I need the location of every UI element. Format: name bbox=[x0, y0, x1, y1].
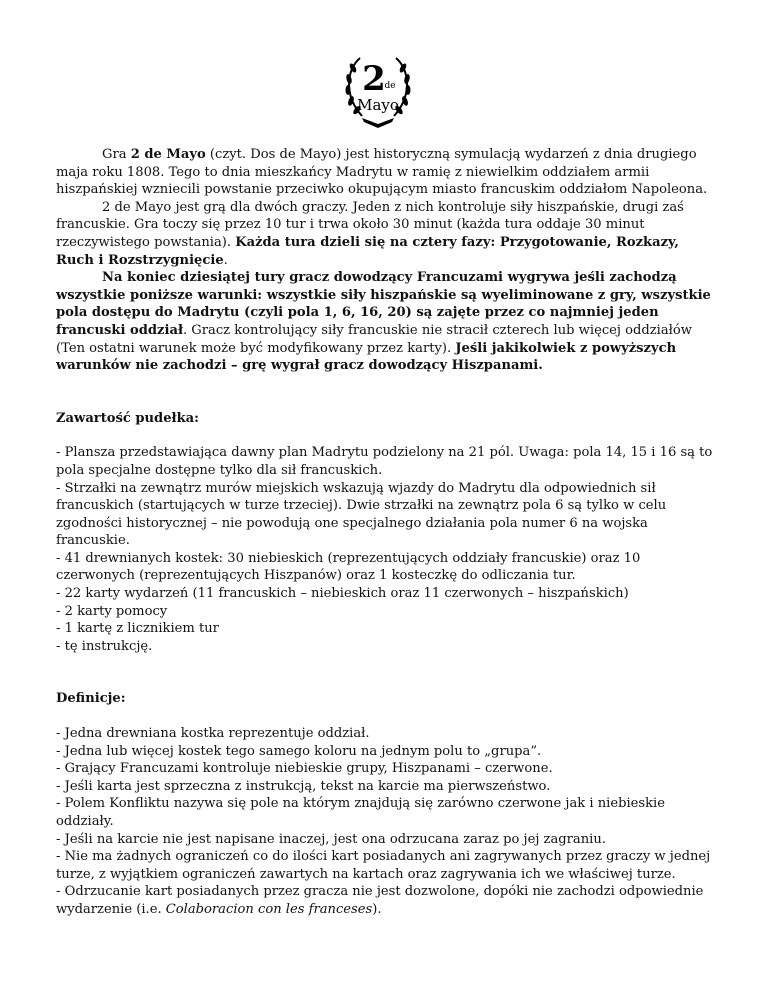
list-item: - Jeśli na karcie nie jest napisane inaczej, jest ona odrzucana zaraz po jej zagraniu. bbox=[56, 831, 606, 847]
logo-mayo: Mayo bbox=[357, 96, 399, 114]
list-item: - tę instrukcję. bbox=[56, 638, 153, 654]
list-item: - 1 kartę z licznikiem tur bbox=[56, 621, 219, 637]
list-item: - 41 drewnianych kostek: 30 niebieskich (reprezentujących oddziały francuskie) oraz 10 czerwonych (reprezentujących Hiszpanów) oraz 1 kosteczkę do odliczania tur. bbox=[56, 550, 641, 584]
logo-de: de bbox=[384, 81, 396, 91]
list-item: - Polem Konfliktu nazywa się pole na którym znajdują się zarówno czerwone jak i niebieskie oddziały. bbox=[56, 796, 665, 829]
list-item: - Jedna drewniana kostka reprezentuje oddział. bbox=[56, 726, 370, 742]
intro-paragraph-2: 2 de Mayo jest grą dla dwóch graczy. Jeden z nich kontroluje siły hiszpańskie, drugi zaś francuskie. Gra toczy się przez 10 tur i trwa około 30 minut (każda tura oddaje 30 minut rzeczywistego powstania). Każda tura dzieli się na cztery fazy: Przygotowanie, Rozkazy, Ruch i Rozstrzygnięcie. bbox=[56, 199, 684, 268]
list-item: - Jedna lub więcej kostek tego samego koloru na jednym polu to „grupa”. bbox=[56, 743, 542, 759]
logo-2-de-mayo bbox=[340, 52, 416, 128]
intro-paragraph-3: Na koniec dziesiątej tury gracz dowodzący Francuzami wygrywa jeśli zachodzą wszystkie poniższe warunki: wszystkie siły hiszpańskie są wyeliminowane z gry, wszystkie pola dostępu do Madrytu (czyli pola 1, 6, 16, 20) są zajęte przez co najmniej jeden francuski oddział. Gracz kontrolujący siły francuskie nie stracił czterech lub więcej oddziałów (Ten ostatni warunek może być modyfikowany przez karty). Jeśli jakikolwiek z powyższych warunków nie zachodzi – grę wygrał gracz dowodzący Hiszpanami. bbox=[56, 270, 711, 374]
list-item: - 2 karty pomocy bbox=[56, 603, 168, 619]
list-item: - Odrzucanie kart posiadanych przez gracza nie jest dozwolone, dopóki nie zachodzi odpowiednie wydarzenie (i.e. Colaboracion con les franceses). bbox=[56, 884, 704, 917]
list-item: - Jeśli karta jest sprzeczna z instrukcją, tekst na karcie ma pierwszeństwo. bbox=[56, 778, 551, 794]
document-body bbox=[56, 146, 720, 919]
logo-number: 2 bbox=[362, 59, 386, 99]
list-item: - Strzałki na zewnątrz murów miejskich wskazują wjazdy do Madrytu dla odpowiednich sił francuskich (startujących w turze trzeciej). Dwie strzałki na zewnątrz pola 6 są tylko w celu zgodności historycznej – nie powodują one specjalnego działania pola numer 6 na wojska francuskie. bbox=[56, 480, 667, 549]
contents-list bbox=[56, 444, 720, 655]
intro-paragraph-1: Gra 2 de Mayo (czyt. Dos de Mayo) jest historyczną symulacją wydarzeń z dnia drugiego maja roku 1808. Tego to dnia mieszkańcy Madrytu w ramię z niewielkim oddziałem armii hiszpańskiej wzniecili powstanie przeciwko okupującym miasto francuskim oddziałom Napoleona. bbox=[56, 147, 708, 198]
contents-heading: Zawartość pudełka: bbox=[56, 410, 199, 426]
list-item: - Plansza przedstawiająca dawny plan Madrytu podzielony na 21 pól. Uwaga: pola 14, 15 i 16 są to pola specjalne dostępne tylko dla sił francuskich. bbox=[56, 445, 713, 478]
definitions-heading: Definicje: bbox=[56, 691, 126, 707]
definitions-list bbox=[56, 725, 720, 919]
list-item: - 22 karty wydarzeń (11 francuskich – niebieskich oraz 11 czerwonych – hiszpańskich) bbox=[56, 586, 629, 602]
list-item: - Nie ma żadnych ograniczeń co do ilości kart posiadanych ani zagrywanych przez graczy w jednej turze, z wyjątkiem ograniczeń zawartych na kartach oraz zagrywania ich we właściwej turze. bbox=[56, 849, 711, 882]
list-item: - Grający Francuzami kontroluje niebieskie grupy, Hiszpanami – czerwone. bbox=[56, 761, 553, 777]
